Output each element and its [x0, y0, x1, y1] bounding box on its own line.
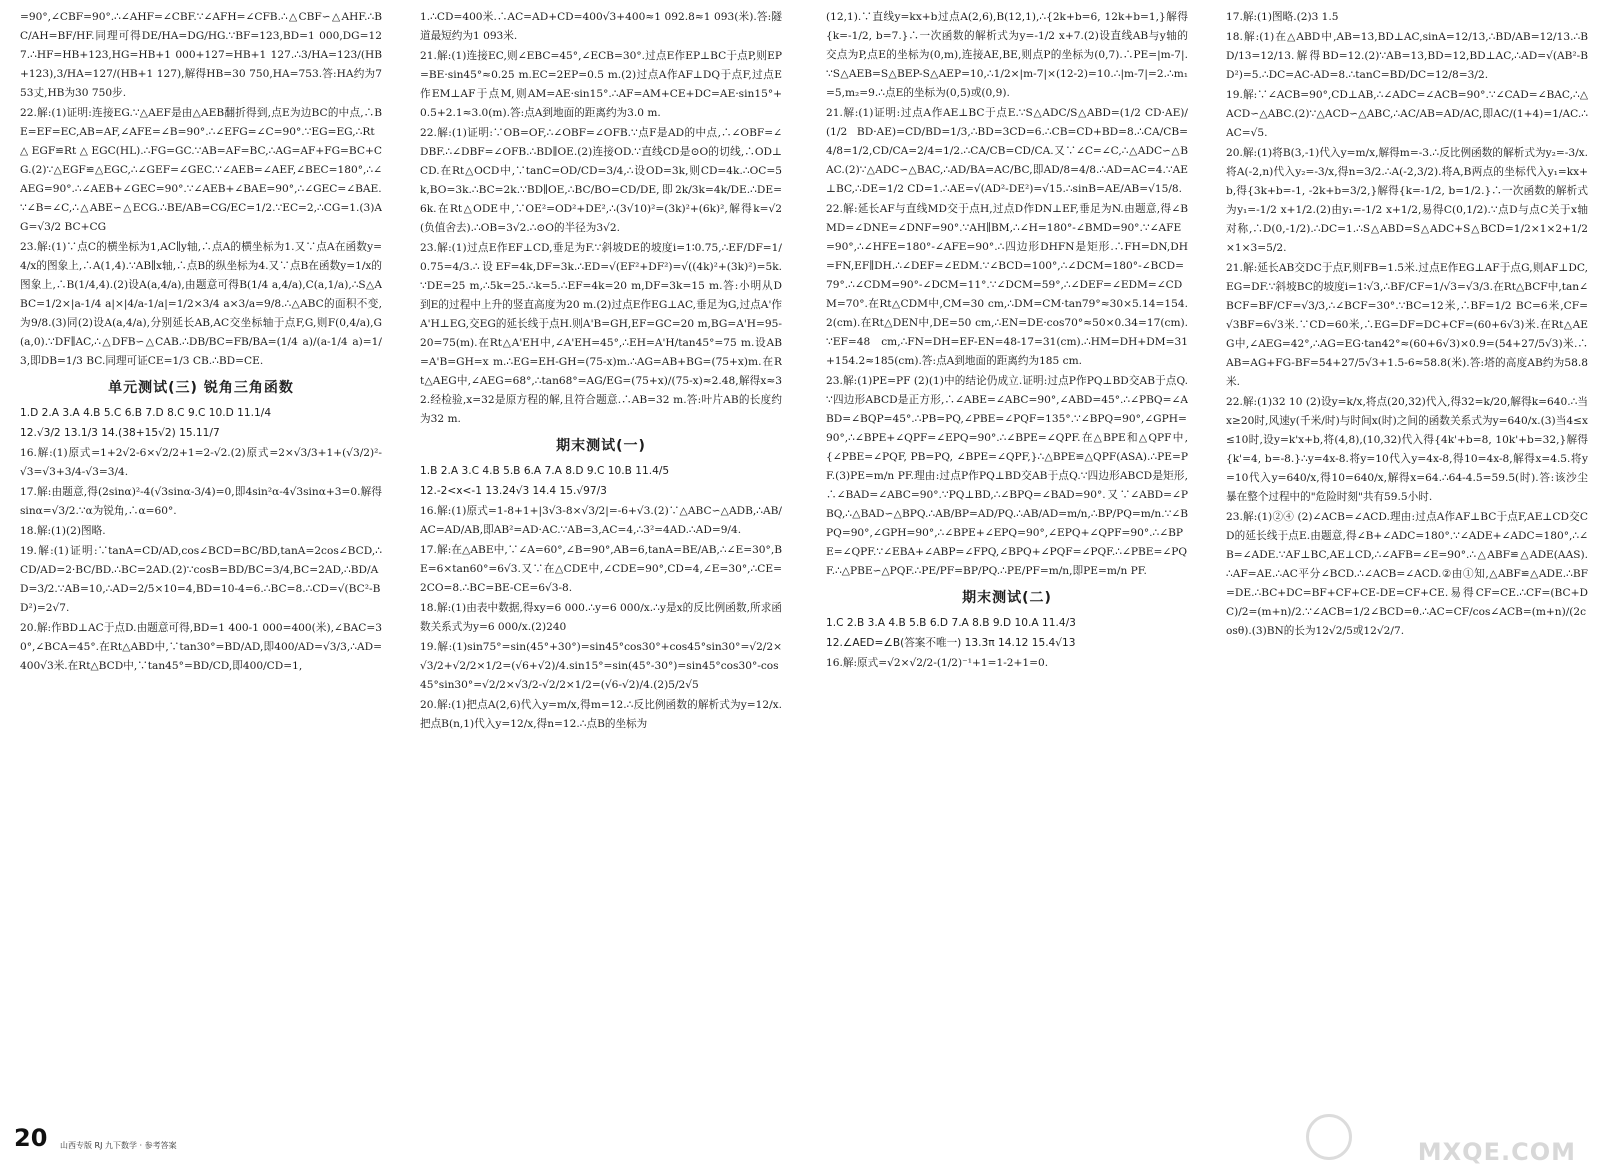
solution-paragraph: 18.解:(1)由表中数据,得xy=6 000.∴y=6 000/x.∴y是x的反比例函数,所求函数关系式为y=6 000/x.(2)240	[420, 602, 782, 633]
solution-paragraph: 20.解:(1)把点A(2,6)代入y=m/x,得m=12.∴反比例函数的解析式为y=12/x.把点B(n,1)代入y=12/x,得n=12.∴点B的坐标为	[420, 699, 782, 730]
answer-row: 1.D 2.A 3.A 4.B 5.C 6.B 7.D 8.C 9.C 10.D 11.1/4	[20, 407, 272, 419]
watermark-logo-icon	[1306, 1114, 1352, 1160]
solution-paragraph: 22.解:(1)32 10 (2)设y=k/x,将点(20,32)代入,得32=k/20,解得k=640.∴当x≥20时,风速y(千米/时)与时间x(时)之间的函数关系式为y=640/x.(3)当4≤x≤10时,设y=k'x+b,将(4,8),(10,32)代入得{4k'+b=8, 10k'+b=32,}解得{k'=4, b=-8.}∴y=4x-8.将y=10代入y=4x-8,得10=4x-8,解得x=4.5.将y=10代入y=640/x,得10=640/x,解得x=64.∴64-4.5=59.5(时).答:该沙尘暴在整个过程中的"危险时刻"共有59.5小时.	[1226, 396, 1588, 503]
answer-row: 12.√3/2 13.1/3 14.(38+15√2) 15.11/7	[20, 427, 220, 439]
solution-paragraph: 19.解:(1)证明:∵tanA=CD/AD,cos∠BCD=BC/BD,tanA=2cos∠BCD,∴CD/AD=2·BC/BD.∴BC=2AD.(2)∵cosB=BD/BC=3/4,BC=2AD,∴BD/AD=3/2.∵AB=10,∴AD=2/5×10=4,BD=10-4=6.∴BC=8.∴CD=√(BC²-BD²)=2√7.	[20, 545, 382, 614]
solution-paragraph: 19.解:(1)sin75°=sin(45°+30°)=sin45°cos30°+cos45°sin30°=√2/2×√3/2+√2/2×1/2=(√6+√2)/4.sin15°=sin(45°-30°)=sin45°cos30°-cos45°sin30°=√2/2×√3/2-√2/2×1/2=(√6-√2)/4.(2)5/2√5	[420, 641, 782, 691]
solution-paragraph: 21.解:(1)证明:过点A作AE⊥BC于点E.∵S△ADC/S△ABD=(1/2 CD·AE)/(1/2 BD·AE)=CD/BD=1/3,∴BD=3CD=6.∴CB=CD+BD=8.∴CA/CB=4/8=1/2,CD/CA=2/4=1/2.∴CA/CB=CD/CA.又∵∠C=∠C,∴△ADC∽△BAC.(2)∵△ADC∽△BAC,∴AD/BA=AC/BC,即AD/8=4/8.∴AD=AC=4.∵AE⊥BC,∴DE=1/2 CD=1.∴AE=√(AD²-DE²)=√15.∴sinB=AE/AB=√15/8.	[826, 107, 1188, 195]
solution-paragraph: 21.解:延长AB交DC于点F,则FB=1.5米.过点E作EG⊥AF于点G,则AF⊥DC,EG=DF.∵斜坡BC的坡度i=1∶√3,∴BF/CF=1/√3=√3/3.在Rt△BCF中,tan∠BCF=BF/CF=√3/3,∴∠BCF=30°.∵BC=12米,∴BF=1/2 BC=6米,CF=√3BF=6√3米.∵CD=60米,∴EG=DF=DC+CF=(60+6√3)米.在Rt△AEG中,∠AEG=42°,∴AG=EG·tan42°≈(60+6√3)×0.9=(54+27/5√3)米.∴AB=AG+FG-BF=54+27/5√3+1.5-6≈58.8(米).答:塔的高度AB约为58.8米.	[1226, 262, 1588, 388]
solution-paragraph: 1.∴CD=400米.∴AC=AD+CD=400√3+400≈1 092.8≈1 093(米).答:隧道最短约为1 093米.	[420, 11, 782, 42]
solution-paragraph: 17.解:由题意,得(2sinα)²-4(√3sinα-3/4)=0,即4sin²α-4√3sinα+3=0.解得sinα=√3/2.∵α为锐角,∴α=60°.	[20, 486, 382, 517]
answer-row: 12.-2<x<-1 13.24√3 14.4 15.√97/3	[420, 485, 607, 497]
solution-paragraph: 16.解:(1)原式=1+2√2-6×√2/2+1=2-√2.(2)原式=2×√3/3+1+(√3/2)²-√3=√3+3/4-√3=3/4.	[20, 447, 382, 478]
solution-paragraph: 23.解:(1)过点E作EF⊥CD,垂足为F.∵斜坡DE的坡度i=1∶0.75,∴EF/DF=1/0.75=4/3.∴设EF=4k,DF=3k.∴ED=√(EF²+DF²)=√((4k)²+(3k)²)=5k.∵DE=25 m,∴5k=25.∴k=5.∴EF=4k=20 m,DF=3k=15 m.答:小明从D到E的过程中上升的竖直高度为20 m.(2)过点E作EG⊥AC,垂足为G,过点A'作A'H⊥EG,交EG的延长线于点H.则A'B=GH,EF=GC=20 m,BG=A'H=95-20=75(m).在Rt△A'EH中,∠A'EH=45°,∴EH=A'H/tan45°=75 m.设AB=A'B=GH=x m.∴EG=EH-GH=(75-x)m.∴AG=AB+BG=(75+x)m.在Rt△AEG中,∠AEG=68°,∴tan68°=AG/EG=(75+x)/(75-x)≈2.48,解得x≈32.经检验,x=32是原方程的解,且符合题意.∴AB=32 m.答:叶片AB的长度约为32 m.	[420, 242, 782, 425]
footer-note: 山西专版 RJ 九下数学 · 参考答案	[60, 1141, 177, 1150]
solution-paragraph: 23.解:(1)PE=PF (2)(1)中的结论仍成立.证明:过点P作PQ⊥BD交AB于点Q.∵四边形ABCD是正方形,∴∠ABE=∠ABC=90°,∠ABD=45°.∴∠PBQ=∠ABD=∠BQP=45°.∴PB=PQ,∠PBE=∠PQF=135°.∵∠BPQ=90°,∠GPH=90°,∴∠BPE+∠QPF=∠EPQ=90°.∴∠BPE=∠QPF.在△BPE和△QPF中,{∠PBE=∠PQF, PB=PQ, ∠BPE=∠QPF,}∴△BPE≌△QPF(ASA).∴PE=PF.(3)PE=m/n PF.理由:过点P作PQ⊥BD交AB于点Q.∵四边形ABCD是矩形,∴∠BAD=∠ABC=90°.∵PQ⊥BD,∴∠BPQ=∠BAD=90°.又∵∠ABD=∠PBQ,∴△BAD∽△BPQ.∴AB/BP=AD/PQ.∴AB/AD=m/n,∴BP/PQ=m/n.∵∠BPQ=90°,∠GPH=90°,∴∠BPE+∠EPQ=90°,∠EPQ+∠QPF=90°.∴∠BPE=∠QPF.∵∠EBA+∠ABP=∠FPQ,∠BPQ+∠PQF=∠PQF.∴∠PBE=∠PQF.∴△PBE∽△PQF.∴PE/PF=BP/PQ.∴PE/PF=m/n,即PE=m/n PF.	[826, 375, 1188, 577]
answer-row: 1.C 2.B 3.A 4.B 5.B 6.D 7.A 8.B 9.D 10.A 11.4/3	[826, 617, 1076, 629]
column-1	[20, 8, 382, 1118]
page-footer	[14, 1120, 514, 1160]
watermark	[1306, 1114, 1576, 1166]
solution-paragraph: 22.解:(1)证明:∵OB=OF,∴∠OBF=∠OFB.∵点F是AD的中点,∴∠OBF=∠DBF.∴∠DBF=∠OFB.∴BD∥OE.(2)连接OD.∵直线CD是⊙O的切线,∴OD⊥CD.在Rt△OCD中,∵tanC=OD/CD=3/4,∴设OD=3k,则CD=4k.∴OC=5k,BO=3k.∴BC=2k.∵BD∥OE,∴BC/BO=CD/DE,即2k/3k=4k/DE.∴DE=6k.在Rt△ODE中,∵OE²=OD²+DE²,∴(3√10)²=(3k)²+(6k)²,解得k=√2(负值舍去).∴OB=3√2.∴⊙O的半径为3√2.	[420, 127, 782, 234]
page-number: 20	[14, 1124, 48, 1152]
solution-paragraph: 21.解:(1)连接EC,则∠EBC=45°,∠ECB=30°.过点E作EP⊥BC于点P,则EP=BE·sin45°≈0.25 m.EC=2EP=0.5 m.(2)过点A作AF⊥DQ于点F,过点E作EM⊥AF于点M,则AM=AE·sin15°.∴AF=AM+CE+DC=AE·sin15°+0.5+2.1≈3.0(m).答:点A到地面的距离约为3.0 m.	[420, 50, 782, 119]
solution-paragraph: 16.解:(1)原式=1-8+1+|3√3-8×√3/2|=-6+√3.(2)∵△ABC∽△ADB,∴AB/AC=AD/AB,即AB²=AD·AC.∵AB=3,AC=4,∴3²=4AD.∴AD=9/4.	[420, 505, 782, 536]
solution-paragraph: 20.解:(1)将B(3,-1)代入y=m/x,解得m=-3.∴反比例函数的解析式为y₂=-3/x.将A(-2,n)代入y₂=-3/x,得n=3/2.∴A(-2,3/2).将A,B两点的坐标代入y₁=kx+b,得{3k+b=-1, -2k+b=3/2,}解得{k=-1/2, b=1/2.}∴一次函数的解析式为y₁=-1/2 x+1/2.(2)由y₁=-1/2 x+1/2,易得C(0,1/2).∵点D与点C关于x轴对称,∴D(0,-1/2).∴DC=1.∴S△ABD=S△ADC+S△BCD=1/2×1×2+1/2×1×3=5/2.	[1226, 147, 1588, 254]
section-heading: 单元测试(三) 锐角三角函数	[108, 380, 294, 396]
solution-paragraph: 17.解:(1)图略.(2)3 1.5	[1226, 11, 1339, 23]
answer-row: 1.B 2.A 3.C 4.B 5.B 6.A 7.A 8.D 9.C 10.B 11.4/5	[420, 465, 670, 477]
solution-paragraph: 23.解:(1)②④ (2)∠ACB=∠ACD.理由:过点A作AF⊥BC于点F,AE⊥CD交CD的延长线于点E.由题意,得∠B+∠ADC=180°.∵∠ADE+∠ADC=180°,∴∠B=∠ADE.∵AF⊥BC,AE⊥CD,∴∠AFB=∠E=90°.∴△ABF≌△ADE(AAS).∴AF=AE.∴AC平分∠BCD.∴∠ACB=∠ACD.②由①知,△ABF≌△ADE.∴BF=DE.∴BC+DC=BF+CF+CE-DE=CF+CE.易得CF=CE.∴CF=(BC+DC)/2=(m+n)/2.∵∠ACB=1/2∠BCD=θ.∴AC=CF/cos∠ACB=(m+n)/(2cosθ).(3)BN的长为12√2/5或12√2/7.	[1226, 511, 1588, 637]
solution-paragraph: 18.解:(1)在△ABD中,AB=13,BD⊥AC,sinA=12/13,∴BD/AB=12/13.∴BD/13=12/13.解得BD=12.(2)∵AB=13,BD=12,BD⊥AC,∴AD=√(AB²-BD²)=5.∴DC=AC-AD=8.∴tanC=BD/DC=12/8=3/2.	[1226, 31, 1588, 81]
solution-paragraph: 22.解:延长AF与直线MD交于点H,过点D作DN⊥EF,垂足为N.由题意,得∠BMD=∠DNE=∠DNF=90°.∵AH∥BM,∴∠H=180°-∠BMD=90°.∵∠AFE=90°,∴∠HFE=180°-∠AFE=90°.∴四边形DHFN是矩形.∴FH=DN,DH=FN,EF∥DH.∴∠DEF=∠EDM.∵∠BCD=100°,∴∠DCM=180°-∠BCD=79°.∴∠CDM=90°-∠DCM=11°.∵∠DCM=59°,∴∠DEF=∠EDM=∠CDM=70°.在Rt△CDM中,CM=30 cm,∴DM=CM·tan79°≈30×5.14=154.2(cm).在Rt△DEN中,DE=50 cm,∴EN=DE·cos70°≈50×0.34=17(cm).∵EF=48 cm,∴FN=DH=EF-EN=48-17=31(cm).∴HM=DH+DM=31+154.2≈185(cm).答:点A到地面的距离约为185 cm.	[826, 203, 1188, 367]
watermark-text: MXQE.COM	[1417, 1138, 1576, 1166]
column-2	[420, 8, 782, 1118]
column-3	[826, 8, 1188, 1118]
solution-paragraph: =90°,∠CBF=90°.∴∠AHF=∠CBF.∵∠AFH=∠CFB.∴△CBF∽△AHF.∴BC/AH=BF/HF.同理可得DE/HA=DG/HG.∵BF=123,BD=1 000,DG=127.∴HF=HB+123,HG=HB+1 000+127=HB+1 127.∴3/HA=123/(HB+123),3/HA=127/(HB+1 127),解得HB=30 750,HA=753.答:HA约为753丈,HB为30 750步.	[20, 11, 382, 99]
column-4	[1226, 8, 1588, 1118]
solution-paragraph: 17.解:在△ABE中,∵∠A=60°,∠B=90°,AB=6,tanA=BE/AB,∴∠E=30°,BE=6×tan60°=6√3.又∵在△CDE中,∠CDE=90°,CD=4,∠E=30°,∴CE=2CO=8.∴BC=BE-CE=6√3-8.	[420, 544, 782, 594]
solution-paragraph: (12,1).∵直线y=kx+b过点A(2,6),B(12,1),∴{2k+b=6, 12k+b=1,}解得{k=-1/2, b=7.}∴一次函数的解析式为y=-1/2 x+7.(2)设直线AB与y轴的交点为P,点E的坐标为(0,m),连接AE,BE,则点P的坐标为(0,7).∴PE=|m-7|.∵S△AEB=S△BEP-S△AEP=10,∴1/2×|m-7|×(12-2)=10.∴|m-7|=2.∴m₁=5,m₂=9.∴点E的坐标为(0,5)或(0,9).	[826, 11, 1188, 99]
section-heading: 期末测试(一)	[556, 438, 646, 454]
solution-paragraph: 19.解:∵∠ACB=90°,CD⊥AB,∴∠ADC=∠ACB=90°.∵∠CAD=∠BAC,∴△ACD∽△ABC.(2)∵△ACD∽△ABC,∴AC/AB=AD/AC,即AC/(1+4)=1/AC.∴AC=√5.	[1226, 89, 1588, 139]
solution-paragraph: 23.解:(1)∵点C的横坐标为1,AC∥y轴,∴点A的横坐标为1.又∵点A在函数y=4/x的图象上,∴A(1,4).∵AB∥x轴,∴点B的纵坐标为4.又∵点B在函数y=1/x的图象上,∴B(1/4,4).(2)设A(a,4/a),由题意可得B(1/4 a,4/a),C(a,1/a),∴S△ABC=1/2×|a-1/4 a|×|4/a-1/a|=1/2×3/4 a×3/a=9/8.∴△ABC的面积不变,为9/8.(3)同(2)设A(a,4/a),分别延长AB,AC交坐标轴于点F,G,则F(0,4/a),G(a,0).∵DF∥AC,∴△DFB∽△CAB.∴DB/BC=FB/BA=(1/4 a)/(a-1/4 a)=1/3,即DB=1/3 BC.同理可证CE=1/3 CB.∴BD=CE.	[20, 241, 382, 367]
solution-paragraph: 18.解:(1)(2)图略.	[20, 525, 106, 537]
solution-paragraph: 20.解:作BD⊥AC于点D.由题意可得,BD=1 400-1 000=400(米),∠BAC=30°,∠BCA=45°.在Rt△ABD中,∵tan30°=BD/AD,即400/AD=√3/3,∴AD=400√3米.在Rt△BCD中,∵tan45°=BD/CD,即400/CD=1,	[20, 622, 382, 672]
answer-row: 12.∠AED=∠B(答案不唯一) 13.3π 14.12 15.4√13	[826, 637, 1076, 649]
solution-paragraph: 22.解:(1)证明:连接EG.∵△AEF是由△AEB翻折得到,点E为边BC的中点,∴BE=EF=EC,AB=AF,∠AFE=∠B=90°.∴∠EFG=∠C=90°.∵EG=EG,∴Rt△EGF≌Rt△EGC(HL).∴FG=GC.∵AB=AF=BC,∴AG=AF+FG=BC+CG.(2)∵△EGF≌△EGC,∴∠GEF=∠GEC.∵∠AEB=∠AEF,∠BEC=180°,∴∠AEG=90°.∴∠AEB+∠GEC=90°.∵∠AEB+∠BAE=90°,∴∠GEC=∠BAE.∵∠B=∠C,∴△ABE∽△ECG.∴BE/AB=CG/EC=1/2.∵EC=2,∴CG=1.(3)AG=√3/2 BC+CG	[20, 107, 382, 233]
section-heading: 期末测试(二)	[962, 590, 1052, 606]
solution-paragraph: 16.解:原式=√2×√2/2-(1/2)⁻¹+1=1-2+1=0.	[826, 657, 1049, 669]
